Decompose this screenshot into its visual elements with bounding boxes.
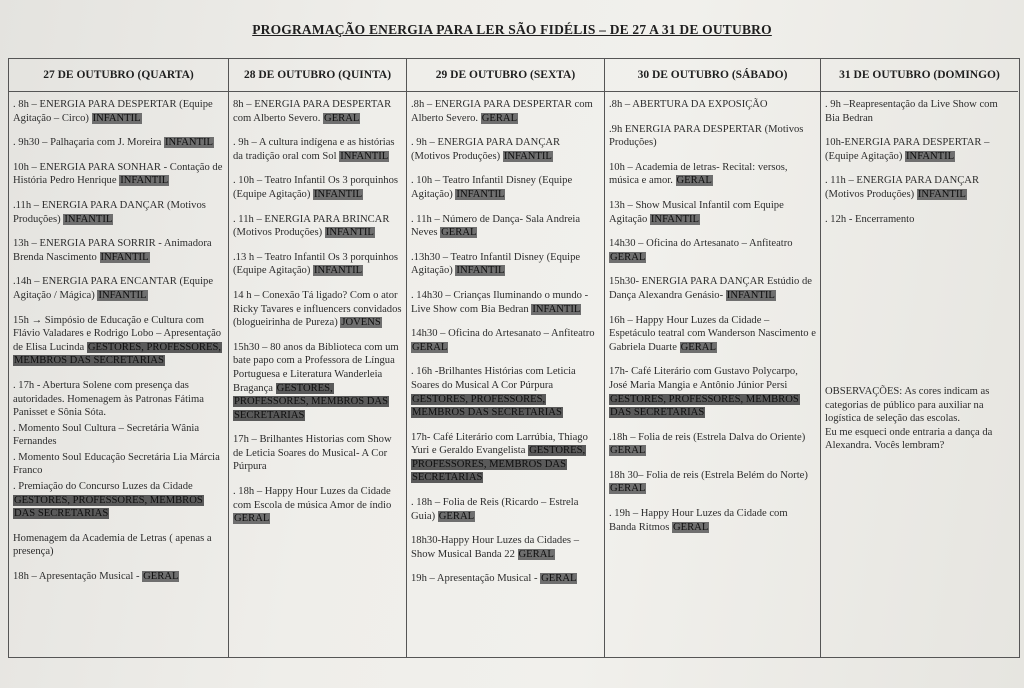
entry-text: 17h – Brilhantes Historias com Show de Leticia Soares do Musical- A Cor Púrpura [233,434,392,473]
day-column-31 [821,59,1018,657]
entry-text: . 11h – ENERGIA PARA DANÇAR (Motivos Produções) [825,175,980,200]
schedule-entry [609,431,816,458]
day-column-29 [407,59,605,657]
entry-text: .8h – ENERGIA PARA DESPERTAR com Alberto Severo. [411,99,593,124]
schedule-entry [233,174,402,201]
entry-text: 14 h – Conexão Tá ligado? Com o ator Ricky Tavares e influencers convidados (blogueirinha de Pureza) [233,289,402,329]
day-column-27 [9,59,229,657]
entry-text: . 17h - Abertura Solene com presença das autoridades. Homenagem às Patronas Fátima Panisset e Sônia Sóta. [13,379,204,419]
audience-tag: INFANTIL [340,150,389,162]
entry-text: . 11h – ENERGIA PARA BRINCAR (Motivos Produções) [233,213,390,239]
audience-tag: INFANTIL [314,265,363,277]
schedule-entry [13,237,224,264]
entry-text: . 16h -Brilhantes Histórias com Leticia Soares do Musical A Cor Púrpura [411,366,576,391]
schedule-entry [411,136,600,163]
schedule-entry [411,431,600,485]
entry-text: . 9h – ENERGIA PARA DANÇAR (Motivos Produções) [411,137,561,162]
schedule-entry [13,275,224,302]
schedule-entry [233,433,402,474]
audience-tag: INFANTIL [906,150,955,162]
schedule-entry [609,314,816,355]
entry-text: 13h – Show Musical Infantil com Equipe Agitação [609,199,784,225]
schedule-entry [825,213,1014,227]
schedule-entry [609,275,816,302]
schedule-entry [233,213,402,240]
audience-tag: INFANTIL [64,213,113,225]
schedule-entry [825,136,1014,163]
schedule-entry [411,572,600,586]
entry-text: . 9h – A cultura indígena e as histórias da tradição oral com Sol [233,137,395,162]
entry-text: . 19h – Happy Hour Luzes da Cidade com Banda Ritmos [609,508,788,533]
schedule-entry [609,365,816,419]
entry-text: 14h30 – Oficina do Artesanato – Anfiteatro [609,238,793,250]
schedule-entry [233,251,402,278]
entry-text: 8h – ENERGIA PARA DESPERTAR com Alberto Severo. [233,99,392,124]
schedule-entry [609,199,816,226]
entry-text: 14h30 – Oficina do Artesanato – Anfiteatro [411,328,595,340]
audience-tag: JOVENS [341,317,381,329]
schedule-entry [411,251,600,278]
schedule-entry [233,98,402,125]
entry-text: 19h – Apresentação Musical - [411,573,538,585]
entry-text: . 9h30 – Palhaçaria com J. Moreira [13,137,162,149]
entry-text: . 9h –Reapresentação da Live Show com Bia Bedran [825,99,998,124]
schedule-entry [411,496,600,523]
entry-text: 17h- Café Literário com Larrúbia, Thiago Yuri e Geraldo Evangelista [411,431,588,457]
entry-text: . 14h30 – Crianças Iluminando o mundo - Live Show com Bia Bedran [411,289,589,315]
schedule-entry [13,98,224,125]
entry-text: 16h – Happy Hour Luzes da Cidade – Espetáculo teatral com Wanderson Nascimento e Gabriela Duarte [609,314,816,353]
entry-list [825,98,1014,226]
entry-text: .14h – ENERGIA PARA ENCANTAR (Equipe Agitação / Mágica) [13,276,214,301]
audience-tag: INFANTIL [92,112,141,124]
entry-text: 15h30 – 80 anos da Biblioteca com um bate papo com a Professora de Língua Portuguesa e Literatura Wanderleia Bragança [233,341,399,394]
entry-text: 17h- Café Literário com Gustavo Polycarpo, José Maria Mangia e Antônio Júnior Persi [609,366,798,391]
day-header: 28 DE OUTUBRO (QUINTA) [229,59,406,92]
schedule-entry [609,161,816,188]
audience-tag: GERAL [672,521,709,533]
day-header: 29 DE OUTUBRO (SEXTA) [407,59,604,92]
audience-tag: INFANTIL [120,175,169,187]
schedule-entry [233,136,402,163]
entry-text: . 18h – Folia de Reis (Ricardo – Estrela Guia) [411,497,579,522]
schedule-entry [13,199,224,226]
schedule-entry [13,379,224,420]
audience-tag: GERAL [234,513,270,525]
schedule-entry [411,327,600,354]
audience-tag: INFANTIL [456,265,505,277]
schedule-entry [13,532,224,559]
entry-text: 18h – Apresentação Musical - [13,571,140,583]
schedule-entry [609,507,816,534]
audience-tag: INFANTIL [314,188,363,200]
schedule-entry [13,480,224,521]
entry-text: .8h – ABERTURA DA EXPOSIÇÃO [609,99,768,110]
audience-tag: INFANTIL [917,188,966,200]
schedule-entry [411,98,600,125]
entry-text: . Momento Soul Cultura – Secretária Wânia Fernandes [13,422,200,448]
schedule-entry [609,237,816,264]
audience-tag: GERAL [518,548,554,560]
entry-text: .13h30 – Teatro Infantil Disney (Equipe Agitação) [411,251,581,277]
audience-tag: INFANTIL [164,137,213,149]
audience-tag: GERAL [610,445,646,457]
schedule-entry [13,161,224,188]
entry-text: 10h – Academia de letras- Recital: versos, música e amor. [609,161,788,187]
entry-text: .9h ENERGIA PARA DESPERTAR (Motivos Produções) [609,123,804,149]
schedule-entry [411,213,600,240]
schedule-entry [13,136,224,150]
schedule-table [8,58,1020,658]
audience-tag: GESTORES, PROFESSORES, MEMBROS DAS SECRETARIAS [14,341,221,367]
audience-tag: GERAL [676,175,712,187]
audience-tag: GESTORES, PROFESSORES, MEMBROS DAS SECRETARIAS [412,445,586,484]
entry-text: . Premiação do Concurso Luzes da Cidade [13,481,193,493]
audience-tag: GERAL [610,251,646,263]
schedule-entry [411,289,600,316]
entry-text: 10h – ENERGIA PARA SONHAR - Contação de História Pedro Henrique [13,161,223,187]
audience-tag: GESTORES, PROFESSORES, MEMBROS DAS SECRETARIAS [412,393,562,419]
entry-text: 15h → Simpósio de Educação e Cultura com Flávio Valadares e Rodrigo Lobo – Apresentação de Elisa Lucinda [13,314,222,353]
audience-tag: GERAL [441,227,477,239]
schedule-entry [13,422,224,449]
day-header: 27 DE OUTUBRO (QUARTA) [9,59,228,92]
schedule-entry [233,289,402,330]
entry-text: .13 h – Teatro Infantil Os 3 porquinhos (Equipe Agitação) [233,251,399,277]
audience-tag: INFANTIL [325,227,374,239]
audience-tag: GESTORES, PROFESSORES, MEMBROS DAS SECRETARIAS [610,393,799,419]
audience-tag: GERAL [324,112,360,124]
audience-tag: GESTORES, PROFESSORES, MEMBROS DAS SECRETARIAS [234,382,388,421]
audience-tag: GERAL [438,510,475,522]
entry-text: . 8h – ENERGIA PARA DESPERTAR (Equipe Agitação – Circo) [13,99,213,124]
day-header: 31 DE OUTUBRO (DOMINGO) [821,59,1018,92]
audience-tag: INFANTIL [98,289,147,301]
audience-tag: GERAL [610,483,646,495]
observations-note: OBSERVAÇÕES: As cores indicam as categorias de público para auxiliar na logística de seleção das escolas. Eu me esqueci onde entraria a dança da Alexandra. Vocês lembram? [825,386,993,452]
schedule-entry [609,123,816,150]
audience-tag: INFANTIL [726,289,775,301]
entry-list [13,98,224,584]
entry-text: . 12h - Encerramento [825,213,915,225]
entry-text: Homenagem da Academia de Letras ( apenas a presença) [13,532,212,558]
schedule-entry [411,174,600,201]
day-header: 30 DE OUTUBRO (SÁBADO) [605,59,820,92]
entry-list [233,98,402,526]
schedule-entry [825,174,1014,201]
page-title: PROGRAMAÇÃO ENERGIA PARA LER SÃO FIDÉLIS – DE 27 A 31 DE OUTUBRO [252,22,772,37]
entry-list [609,98,816,534]
day-column-28 [229,59,407,657]
audience-tag: INFANTIL [532,303,581,315]
audience-tag: INFANTIL [503,150,552,162]
schedule-entry [411,365,600,419]
entry-text: 10h-ENERGIA PARA DESPERTAR – (Equipe Agitação) [825,137,990,162]
entry-list [411,98,600,586]
audience-tag: GESTORES, PROFESSORES, MEMBROS DAS SECRETARIAS [14,494,203,520]
entry-text: 18h30-Happy Hour Luzes da Cidades – Show Musical Banda 22 [411,535,579,560]
schedule-entry [825,98,1014,125]
audience-tag: INFANTIL [100,251,149,263]
entry-text: . Momento Soul Educação Secretária Lia Márcia Franco [13,451,220,477]
entry-text: . 10h – Teatro Infantil Disney (Equipe Agitação) [411,175,573,200]
audience-tag: GERAL [541,573,577,585]
entry-text: 13h – ENERGIA PARA SORRIR - Animadora Brenda Nascimento [13,238,212,263]
schedule-entry [13,314,224,368]
day-column-30 [605,59,821,657]
entry-text: .18h – Folia de reis (Estrela Dalva do Oriente) [609,431,806,443]
schedule-entry [609,469,816,496]
entry-text: 15h30- ENERGIA PARA DANÇAR Estúdio de Dança Alexandra Genásio- [609,276,812,301]
entry-text: . 10h – Teatro Infantil Os 3 porquinhos (Equipe Agitação) [233,175,399,200]
audience-tag: INFANTIL [456,188,505,200]
schedule-entry [13,570,224,584]
entry-text: 18h 30– Folia de reis (Estrela Belém do Norte) [609,469,808,481]
audience-tag: GERAL [481,112,518,124]
audience-tag: GERAL [680,341,716,353]
schedule-entry [13,451,224,478]
audience-tag: GERAL [143,571,179,583]
audience-tag: INFANTIL [650,213,699,225]
schedule-entry [233,341,402,423]
entry-text: . 11h – Número de Dança- Sala Andreia Neves [411,213,581,239]
schedule-entry [411,534,600,561]
schedule-entry [233,485,402,526]
entry-text: .11h – ENERGIA PARA DANÇAR (Motivos Produções) [13,199,206,225]
schedule-entry [609,98,816,112]
entry-text: . 18h – Happy Hour Luzes da Cidade com Escola de música Amor de índio [233,486,392,511]
audience-tag: GERAL [412,341,448,353]
